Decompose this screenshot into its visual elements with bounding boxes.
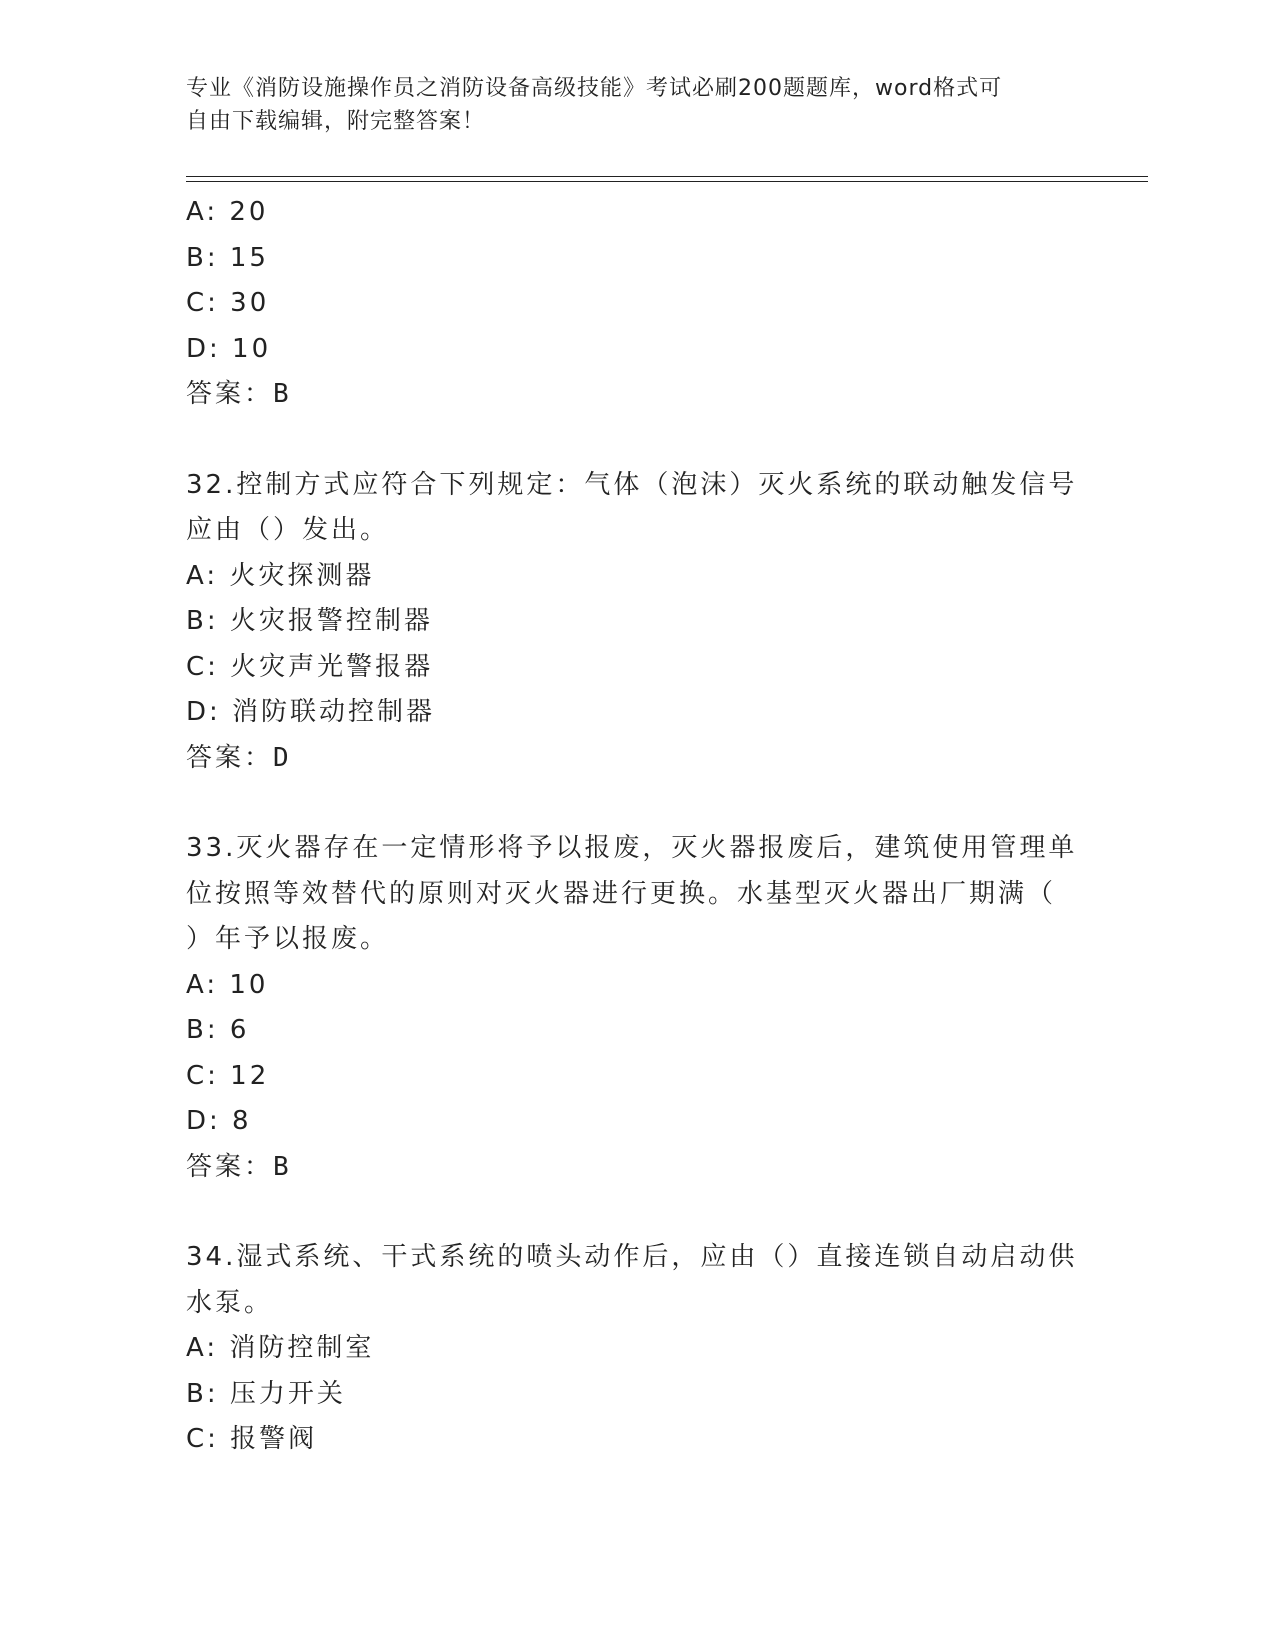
answer-label: 答案： [186, 1151, 274, 1182]
question-stem-line: 32.控制方式应符合下列规定：气体（泡沫）灭火系统的联动触发信号 [186, 469, 1078, 500]
option-a: A: 10 [186, 969, 269, 1000]
header-line-2: 自由下载编辑，附完整答案！ [186, 109, 486, 134]
document-header [186, 72, 1066, 138]
option-c: C: 报警阀 [186, 1424, 318, 1454]
answer-value: D [273, 742, 289, 773]
option-a: A: 火灾探测器 [186, 560, 375, 591]
option-c: C: 30 [186, 288, 270, 318]
question-31-continued [186, 190, 1066, 418]
question-stem-line: 33.灭火器存在一定情形将予以报废，灭火器报废后，建筑使用管理单 [186, 833, 1078, 863]
option-b: B: 压力开关 [186, 1378, 346, 1409]
question-33 [186, 826, 1078, 1190]
answer-line [186, 736, 1066, 782]
answer-line [186, 1145, 1066, 1191]
option-d: D: 消防联动控制器 [186, 697, 436, 727]
option-d: D: 10 [186, 333, 272, 364]
answer-value: B [273, 379, 289, 409]
question-stem-line: ）年予以报废。 [186, 924, 390, 954]
answer-value: B [273, 1151, 289, 1182]
question-32 [186, 463, 1078, 782]
option-d: D: 8 [186, 1106, 252, 1136]
option-b: B: 15 [186, 242, 269, 273]
option-b: B: 6 [186, 1015, 250, 1045]
question-stem-line: 水泵。 [186, 1287, 274, 1318]
question-list [186, 190, 1078, 1463]
question-stem-line: 34.湿式系统、干式系统的喷头动作后，应由（）直接连锁自动启动供 [186, 1242, 1078, 1272]
question-34 [186, 1235, 1078, 1463]
question-stem-line: 位按照等效替代的原则对灭火器进行更换。水基型灭火器出厂期满（ [186, 878, 1057, 909]
answer-line [186, 372, 1066, 418]
option-a: A: 20 [186, 197, 269, 227]
answer-label: 答案： [186, 379, 274, 409]
option-b: B: 火灾报警控制器 [186, 606, 433, 636]
header-divider-bottom [186, 181, 1148, 182]
option-c: C: 火灾声光警报器 [186, 651, 434, 682]
header-line-1: 专业《消防设施操作员之消防设备高级技能》考试必刷200题题库，word格式可 [186, 76, 1003, 101]
header-divider-top [186, 176, 1148, 177]
option-a: A: 消防控制室 [186, 1333, 375, 1363]
answer-label: 答案： [186, 742, 274, 773]
question-stem-line: 应由（）发出。 [186, 515, 390, 545]
option-c: C: 12 [186, 1060, 270, 1091]
